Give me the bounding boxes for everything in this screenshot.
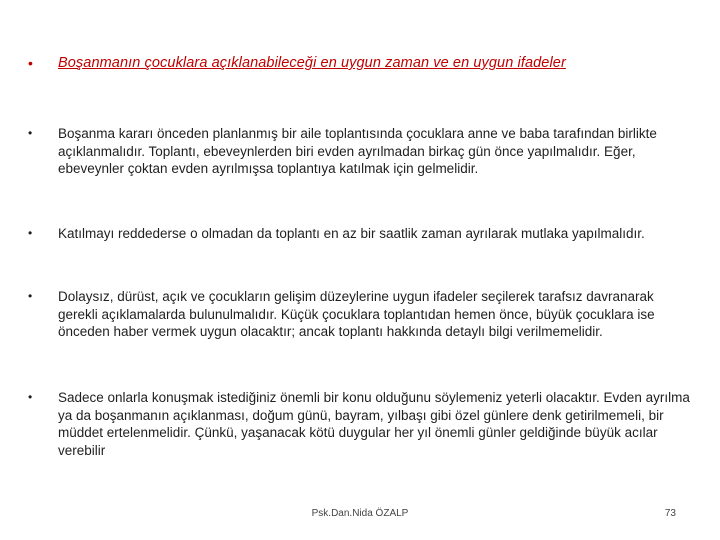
bullet-icon: • bbox=[28, 126, 33, 140]
bullet-icon: • bbox=[28, 55, 33, 71]
bullet-item bbox=[28, 389, 690, 459]
heading-text: Boşanmanın çocuklara açıklanabileceği en uygun zaman ve en uygun ifadeler bbox=[58, 55, 566, 71]
bullet-item bbox=[28, 125, 690, 178]
bullet-icon: • bbox=[28, 289, 33, 303]
bullet-item bbox=[28, 288, 690, 341]
bullet-text: Sadece onlarla konuşmak istediğiniz önemli bir konu olduğunu söylemeniz yeterli olacaktır. Evden ayrılma ya da boşanmanın açıklanması, doğum günü, bayram, yılbaşı gibi özel günlere denk getirilmemeli, bir müddet ertelenmelidir. Çünkü, yaşanacak kötü duygular her yıl önemli günler geldiğinde büyük acılar verebilir bbox=[58, 390, 690, 458]
bullet-icon: • bbox=[28, 390, 33, 404]
slide-heading bbox=[28, 52, 708, 74]
bullet-text: Boşanma kararı önceden planlanmış bir aile toplantısında çocuklara anne ve baba tarafından birlikte açıklanmalıdır. Toplantı, ebeveynlerden biri evden ayrılmadan birkaç gün önce yapılmalıdır. Eğer, ebeveynler çoktan evden ayrılmışsa toplantıya katılmak için gelmelidir. bbox=[58, 126, 657, 176]
bullet-text: Dolaysız, dürüst, açık ve çocukların gelişim düzeylerine uygun ifadeler seçilerek tarafsız davranarak gerekli açıklamalarda bulunulmalıdır. Küçük çocuklara toplantıdan hemen önce, büyük çocuklara ise önceden haber vermek uygun olacaktır; ancak toplantı hakkında detaylı bilgi verilmemelidir. bbox=[58, 289, 655, 339]
bullet-text: Katılmayı reddederse o olmadan da toplantı en az bir saatlik zaman ayrılarak mutlaka yapılmalıdır. bbox=[58, 226, 645, 241]
bullet-icon: • bbox=[28, 226, 33, 240]
bullet-item bbox=[28, 225, 690, 243]
page-number: 73 bbox=[664, 508, 676, 519]
footer-author: Psk.Dan.Nida ÖZALP bbox=[311, 508, 409, 519]
